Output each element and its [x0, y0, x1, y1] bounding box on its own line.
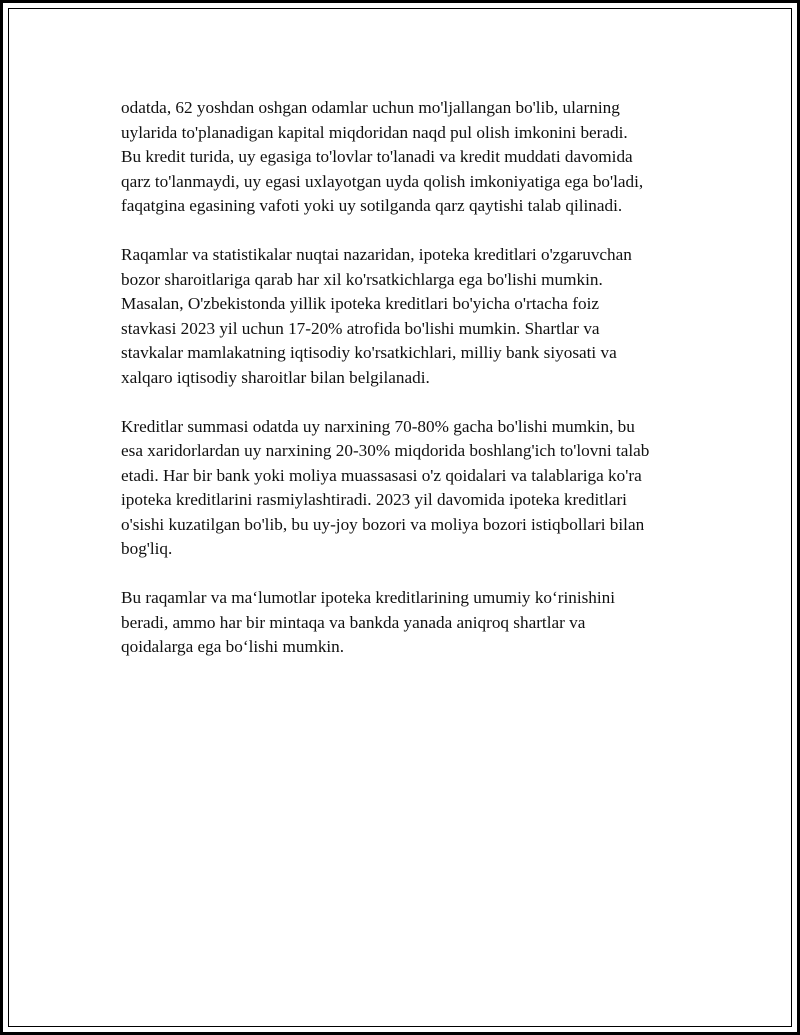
document-body	[121, 96, 701, 684]
text-line: stavkalar mamlakatning iqtisodiy ko'rsatkichlari, milliy bank siyosati va	[121, 343, 617, 362]
text-line: ipoteka kreditlarini rasmiylashtiradi. 2023 yil davomida ipoteka kreditlari	[121, 490, 627, 509]
text-line: Raqamlar va statistikalar nuqtai nazaridan, ipoteka kreditlari o'zgaruvchan	[121, 245, 632, 264]
text-line: Bu kredit turida, uy egasiga to'lovlar to'lanadi va kredit muddati davomida	[121, 147, 633, 166]
text-line: bog'liq.	[121, 539, 173, 558]
text-line: qoidalarga ega bo‘lishi mumkin.	[121, 637, 345, 656]
text-line: uylarida to'planadigan kapital miqdoridan naqd pul olish imkonini beradi.	[121, 122, 628, 142]
text-line: bozor sharoitlariga qarab har xil ko'rsatkichlarga ega bo'lishi mumkin.	[121, 269, 603, 289]
paragraph-3	[121, 415, 701, 562]
text-line: odatda, 62 yoshdan oshgan odamlar uchun mo'ljallangan bo'lib, ularning	[121, 98, 620, 117]
text-line: Masalan, O'zbekistonda yillik ipoteka kreditlari bo'yicha o'rtacha foiz	[121, 294, 599, 313]
text-line: stavkasi 2023 yil uchun 17-20% atrofida bo'lishi mumkin. Shartlar va	[121, 318, 600, 338]
text-line: faqatgina egasining vafoti yoki uy sotilganda qarz qaytishi talab qilinadi.	[121, 196, 623, 215]
text-line: beradi, ammo har bir mintaqa va bankda yanada aniqroq shartlar va	[121, 612, 586, 632]
paragraph-4	[121, 586, 701, 660]
text-line: qarz to'lanmaydi, uy egasi uxlayotgan uyda qolish imkoniyatiga ega bo'ladi,	[121, 171, 644, 191]
text-line: etadi. Har bir bank yoki moliya muassasasi o'z qoidalari va talablariga ko'ra	[121, 465, 642, 485]
text-line: xalqaro iqtisodiy sharoitlar bilan belgilanadi.	[121, 367, 430, 387]
text-line: Bu raqamlar va ma‘lumotlar ipoteka kreditlarining umumiy ko‘rinishini	[121, 588, 616, 607]
paragraph-1	[121, 96, 701, 219]
text-line: esa xaridorlardan uy narxining 20-30% miqdorida boshlang'ich to'lovni talab	[121, 441, 650, 460]
text-line: Kreditlar summasi odatda uy narxining 70-80% gacha bo'lishi mumkin, bu	[121, 416, 635, 436]
text-line: o'sishi kuzatilgan bo'lib, bu uy-joy bozori va moliya bozori istiqbollari bilan	[121, 514, 645, 534]
paragraph-2	[121, 243, 701, 390]
